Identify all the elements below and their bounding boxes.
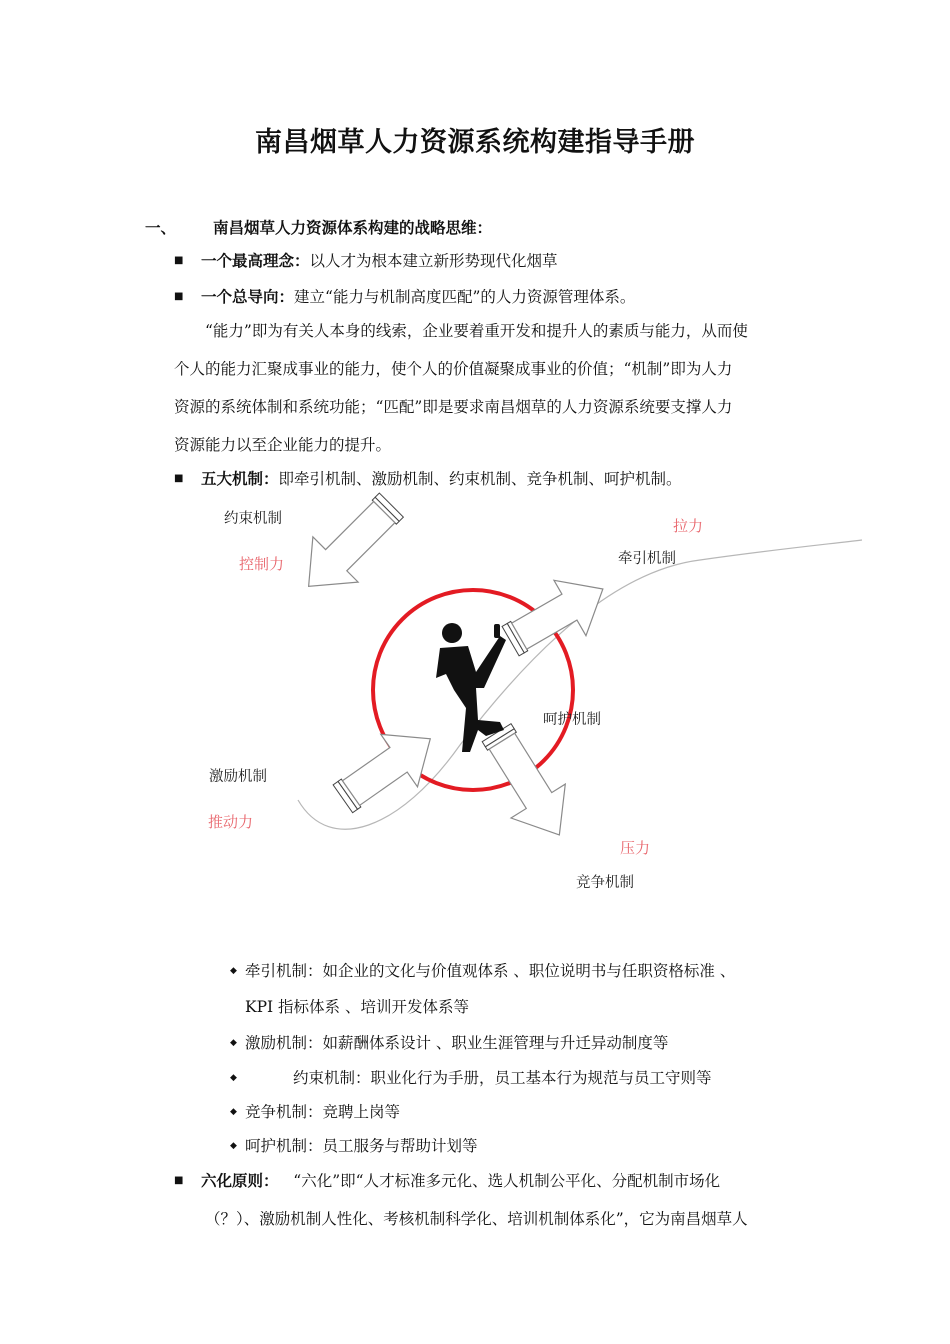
square-bullet-icon: ■	[174, 255, 184, 266]
diamond-bullet-icon: ◆	[230, 1141, 237, 1151]
section-number: 一、	[145, 219, 177, 237]
bullet-line-1	[201, 249, 558, 271]
paragraph-line: 资源的系统体制和系统功能；“匹配”即是要求南昌烟草的人力资源系统要支撑人力	[174, 398, 733, 416]
sub-item: 牵引机制：如企业的文化与价值观体系 、职位说明书与任职资格标准 、	[245, 962, 736, 980]
sub-item: 竞争机制：竞聘上岗等	[245, 1103, 401, 1121]
page-title: 南昌烟草人力资源系统构建指导手册	[255, 127, 695, 158]
control-force-label: 控制力	[239, 555, 285, 573]
sub-item: 呵护机制：员工服务与帮助计划等	[245, 1137, 478, 1155]
incentive-label: 激励机制	[209, 769, 267, 785]
pull-force-label: 拉力	[673, 517, 704, 535]
square-bullet-icon: ■	[174, 473, 184, 484]
diamond-bullet-icon: ◆	[230, 966, 237, 976]
paragraph-line: “能力”即为有关人本身的线索，企业要着重开发和提升人的素质与能力，从而使	[205, 322, 748, 340]
square-bullet-icon: ■	[174, 291, 184, 302]
diamond-bullet-icon: ◆	[230, 1038, 237, 1048]
five-mechanisms-line	[201, 467, 682, 489]
five-mechanisms-diagram	[0, 490, 950, 910]
five-label: 五大机制：	[201, 470, 279, 488]
paragraph-line: 个人的能力汇聚成事业的能力，使个人的价值凝聚成事业的价值；“机制”即为人力	[174, 360, 733, 378]
sub-item: 约束机制：职业化行为手册，员工基本行为规范与员工守则等	[293, 1069, 712, 1087]
six-principles-line	[201, 1169, 720, 1191]
section-heading: 南昌烟草人力资源体系构建的战略思维：	[213, 219, 493, 237]
six-text: “六化”即“人才标准多元化、选人机制公平化、分配机制市场化	[293, 1172, 721, 1190]
diamond-bullet-icon: ◆	[230, 1107, 237, 1117]
businessman-figure-icon	[436, 623, 506, 752]
diamond-bullet-icon: ◆	[230, 1073, 237, 1083]
bullet-text: 建立“能力与机制高度匹配”的人力资源管理体系。	[294, 288, 636, 306]
square-bullet-icon: ■	[174, 1175, 184, 1186]
constraint-label: 约束机制	[224, 511, 282, 527]
six-principles-line-2: （？）、激励机制人性化、考核机制科学化、培训机制体系化”，它为南昌烟草人	[205, 1210, 748, 1228]
competition-arrow	[469, 716, 587, 852]
sub-item: 激励机制：如薪酬体系设计 、职业生涯管理与升迁异动制度等	[245, 1034, 669, 1052]
bullet-text: 以人才为根本建立新形势现代化烟草	[309, 252, 558, 270]
care-label: 呵护机制	[543, 712, 601, 728]
push-force-label: 推动力	[208, 813, 254, 831]
six-label: 六化原则：	[201, 1172, 279, 1190]
bullet-label: 一个总导向：	[201, 288, 295, 306]
competition-label: 竞争机制	[576, 875, 634, 891]
bullet-label: 一个最高理念：	[201, 252, 310, 270]
paragraph-line: 资源能力以至企业能力的提升。	[174, 436, 392, 454]
bullet-line-2	[201, 285, 635, 307]
incentive-arrow	[325, 713, 449, 826]
pressure-label: 压力	[620, 839, 651, 857]
traction-arrow	[495, 561, 619, 669]
constraint-arrow	[286, 490, 413, 609]
five-text: 即牵引机制、激励机制、约束机制、竞争机制、呵护机制。	[278, 470, 682, 488]
traction-label: 牵引机制	[618, 551, 676, 567]
sub-item-continued: KPI 指标体系 、培训开发体系等	[245, 998, 469, 1016]
